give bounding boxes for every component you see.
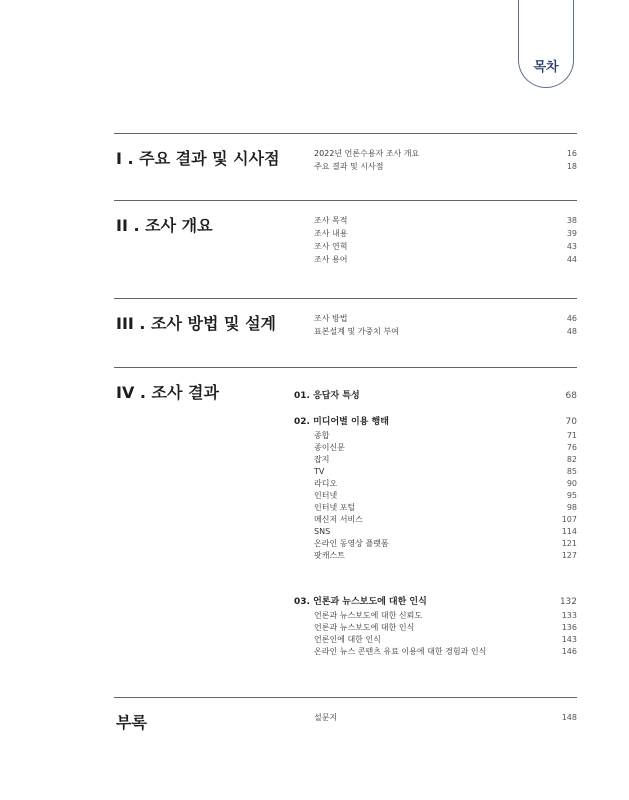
section-title: II . 조사 개요 [116, 216, 213, 235]
toc-entry[interactable] [314, 214, 577, 227]
subentry-page: 85 [566, 467, 577, 476]
entry-label: 조사 연혁 [314, 242, 348, 251]
toc-subentry[interactable] [314, 550, 577, 562]
subentry-label: SNS [314, 527, 331, 536]
entry-page: 44 [566, 255, 577, 264]
subentry-label: 언론인에 대한 인식 [314, 635, 381, 644]
toc-entry[interactable] [314, 160, 577, 173]
toc-tab [518, 0, 574, 88]
entry-label: 주요 결과 및 시사점 [314, 162, 384, 171]
toc-subentry[interactable] [314, 610, 577, 622]
group-label: 03. 언론과 뉴스보도에 대한 인식 [294, 597, 427, 607]
subentry-page: 121 [561, 539, 577, 548]
entry-page: 43 [566, 242, 577, 251]
subentry-label: 메신저 서비스 [314, 515, 363, 524]
toc-entry[interactable] [314, 240, 577, 253]
toc-group-3 [294, 594, 577, 658]
subentry-page: 90 [566, 479, 577, 488]
subentry-label: 종합 [314, 431, 330, 440]
section-title: IV . 조사 결과 [116, 383, 219, 402]
toc-entry[interactable] [314, 711, 577, 724]
group-heading[interactable] [294, 414, 577, 430]
section-title: I . 주요 결과 및 시사점 [116, 149, 280, 168]
entry-page: 38 [566, 216, 577, 225]
subentry-page: 136 [561, 623, 577, 632]
subentry-page: 95 [566, 491, 577, 500]
toc-group-2 [294, 414, 577, 562]
section-1 [114, 133, 577, 171]
entry-page: 16 [566, 149, 577, 158]
entry-label: 설문지 [314, 713, 338, 722]
subentry-page: 127 [561, 551, 577, 560]
section-appendix [114, 697, 577, 732]
subentry-page: 76 [566, 443, 577, 452]
subentry-page: 107 [561, 515, 577, 524]
entry-label: 표본설계 및 가중치 부여 [314, 327, 399, 336]
toc-subentry[interactable] [314, 490, 577, 502]
toc-subentry[interactable] [314, 478, 577, 490]
toc-subentry[interactable] [314, 430, 577, 442]
group-heading[interactable] [294, 388, 577, 404]
group-page: 70 [565, 417, 577, 427]
entry-label: 조사 용어 [314, 255, 348, 264]
group-label: 01. 응답자 특성 [294, 391, 360, 401]
group-page: 132 [559, 597, 577, 607]
group-heading[interactable] [294, 594, 577, 610]
subentry-page: 143 [561, 635, 577, 644]
section-title: III . 조사 방법 및 설계 [116, 314, 276, 333]
toc-entry[interactable] [314, 227, 577, 240]
toc-entry[interactable] [314, 312, 577, 325]
subentry-label: 팟캐스트 [314, 551, 345, 560]
entry-page: 18 [566, 162, 577, 171]
toc-subentry[interactable] [314, 466, 577, 478]
section-2 [114, 200, 577, 264]
subentry-label: 잡지 [314, 455, 330, 464]
toc-tab-label: 목차 [533, 60, 559, 75]
subentry-label: 온라인 동영상 플랫폼 [314, 539, 389, 548]
subentry-label: 인터넷 [314, 491, 338, 500]
entry-page: 46 [566, 314, 577, 323]
subentry-label: TV [314, 467, 325, 476]
toc-subentry[interactable] [314, 634, 577, 646]
toc-subentry[interactable] [314, 526, 577, 538]
subentry-label: 종이신문 [314, 443, 345, 452]
entry-page: 148 [561, 713, 577, 722]
entry-label: 조사 목적 [314, 216, 348, 225]
toc-subentry[interactable] [314, 502, 577, 514]
subentry-page: 71 [566, 431, 577, 440]
entry-page: 48 [566, 327, 577, 336]
toc-subentry[interactable] [314, 538, 577, 550]
entry-label: 조사 방법 [314, 314, 348, 323]
toc-entry[interactable] [314, 147, 577, 160]
section-4 [114, 367, 577, 656]
subentry-label: 라디오 [314, 479, 338, 488]
group-label: 02. 미디어별 이용 행태 [294, 417, 389, 427]
entry-label: 2022년 언론수용자 조사 개요 [314, 149, 420, 158]
section-title: 부록 [116, 713, 147, 732]
subentry-page: 114 [561, 527, 577, 536]
subentry-page: 98 [566, 503, 577, 512]
toc-subentry[interactable] [314, 514, 577, 526]
entry-page: 39 [566, 229, 577, 238]
subentry-label: 언론과 뉴스보도에 대한 인식 [314, 623, 415, 632]
toc-subentry[interactable] [314, 442, 577, 454]
toc-entry[interactable] [314, 253, 577, 266]
subentry-label: 언론과 뉴스보도에 대한 신뢰도 [314, 611, 423, 620]
subentry-label: 인터넷 포털 [314, 503, 356, 512]
section-3 [114, 298, 577, 336]
subentry-page: 146 [561, 647, 577, 656]
subentry-page: 133 [561, 611, 577, 620]
toc-entry[interactable] [314, 325, 577, 338]
group-page: 68 [565, 391, 577, 401]
toc-subentry[interactable] [314, 454, 577, 466]
subentry-label: 온라인 뉴스 콘텐츠 유료 이용에 대한 경험과 인식 [314, 647, 487, 656]
toc-group-1 [294, 388, 577, 404]
subentry-page: 82 [566, 455, 577, 464]
toc-subentry[interactable] [314, 622, 577, 634]
entry-label: 조사 내용 [314, 229, 348, 238]
toc-subentry[interactable] [314, 646, 577, 658]
